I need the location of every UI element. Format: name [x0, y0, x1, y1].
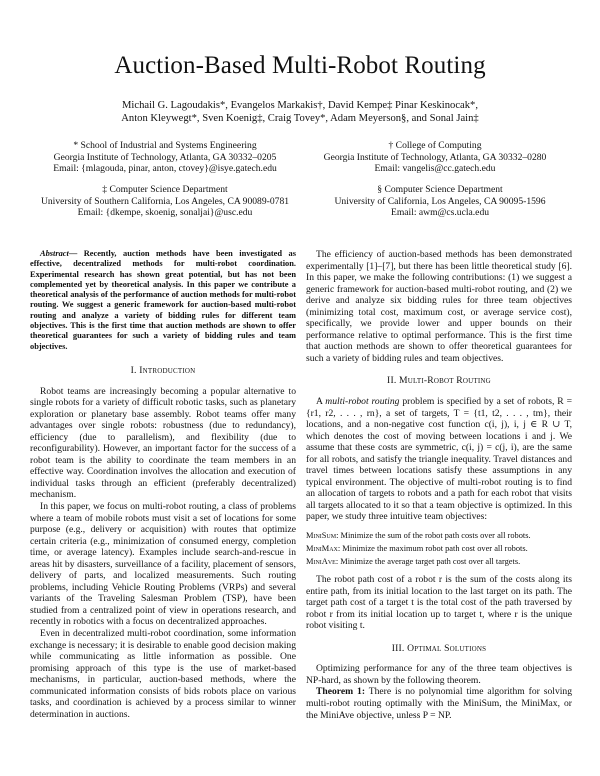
objective-minisum — [306, 529, 572, 542]
theorem-text: There is no polynomial time algorithm for solving multi-robot routing optimally with the MiniSum, the MiniMax, or the MiniAve objective, unless P = NP. — [306, 686, 572, 721]
affiliation-address: University of Southern California, Los Angeles, CA 90089-0781 — [40, 195, 290, 207]
routing-paragraph-2: The robot path cost of a robot r is the sum of the costs along its entire path, from its initial location to the last target on its path. The target path cost of a target t is the total cost of the path traversed by robot r from its initial location up to target t, where r is the unique robot visiting t. — [306, 574, 572, 632]
intro-paragraph-1: Robot teams are increasingly becoming a popular alternative to single robots for a variety of difficult robotic tasks, such as planetary exploration or planetary base assembly. Robot teams offer many advantages over single robots: robustness (due to redundancy), efficiency (due to parallelism), and flexibility (due to reconfigurability). However, an important factor for the success of a robot team is the ability to coordinate the team members in an effective way. Coordination involves the allocation and execution of individual tasks through an efficient (preferably decentralized) mechanism. — [30, 385, 296, 501]
author-list — [0, 99, 600, 125]
objective-name: MiniAve — [306, 557, 336, 567]
right-column — [306, 249, 572, 721]
author-line-1: Michail G. Lagoudakis*, Evangelos Markakis†, David Kempe‡ Pinar Keskinocak*, — [122, 100, 478, 111]
abstract-text: — Recently, auction methods have been investigated as effective, decentralized methods for multi-robot coordination. Experimental research has shown great potential, but has not been complemented yet by theoretical analysis. In this paper we contribute a theoretical analysis of the performance of auction methods for multi-robot routing. We suggest a generic framework for auction-based multi-robot routing and analyze a variety of bidding rules for different team objectives. This is the first time that auction methods are shown to offer theoretical guarantees for such a variety of bidding rules and team objectives. — [30, 249, 296, 351]
left-column — [30, 249, 296, 720]
optimal-paragraph: Optimizing performance for any of the three team objectives is NP-hard, as shown by the following theorem. — [306, 663, 572, 686]
objective-name: MiniSum — [306, 531, 337, 541]
abstract — [30, 249, 296, 352]
section-heading-introduction: I. Introduction — [130, 364, 196, 376]
affiliation-dept: ‡ Computer Science Department — [102, 184, 228, 195]
section-heading-optimal-solutions: III. Optimal Solutions — [391, 642, 487, 654]
affiliation-email: Email: {mlagouda, pinar, anton, ctovey}@isye.gatech.edu — [53, 163, 277, 175]
objective-list — [306, 529, 572, 568]
routing-text-b: problem is specified by a set of robots, R = {r1, r2, . . . , rn}, a set of targets, T = {t1, t2, . . . , tm}, their locations, and a non-negative cost function c(i, j), i, j ∈ R ∪ T, which denotes the cost of moving between locations i and j. We assume that these costs are symmetric, c(i, j) = c(j, i), are the same for all robots, and satisfy the triangle inequality. Travel distances and travel times between locations satisfy these assumptions in any typical environment. The objective of multi-robot routing is to find an allocation of targets to robots and a path for each robot that visits all targets allocated to it so that a team objective is optimized. In this paper, we study three intuitive team objectives: — [306, 396, 572, 523]
affiliation-usc — [22, 184, 308, 219]
contributions-paragraph: The efficiency of auction-based methods has been demonstrated experimentally [1]–[7], but there has been little theoretical study [6]. In this paper, we make the following contributions: (1) we suggest a generic framework for auction-based multi-robot routing, and (2) we derive and analyze six bidding rules for three team objectives (minimizing total cost, maximum cost, or average service cost), specifically, we provide lower and upper bounds on their performance relative to optimal performance. This is the first time that auction methods are shown to offer theoretical guarantees for such a variety of bidding rules and team objectives. — [306, 249, 572, 364]
affiliation-address: University of California, Los Angeles, CA 90095-1596 — [334, 195, 546, 207]
routing-text-a: A — [316, 396, 326, 408]
author-line-2: Anton Kleywegt*, Sven Koenig‡, Craig Tovey*, Adam Meyerson§, and Sonal Jain‡ — [121, 113, 479, 125]
objective-minimax — [306, 542, 572, 555]
theorem-1 — [306, 686, 572, 721]
affiliation-address: Georgia Institute of Technology, Atlanta, GA 30332–0280 — [323, 151, 547, 163]
affiliation-dept: * School of Industrial and Systems Engineering — [73, 140, 257, 151]
affiliation-dept: § Computer Science Department — [377, 184, 503, 195]
objective-desc: : Minimize the sum of the robot path costs over all robots. — [336, 531, 531, 541]
paper-title: Auction-Based Multi-Robot Routing — [114, 52, 486, 79]
objective-desc: : Minimize the maximum robot path cost over all robots. — [337, 544, 528, 554]
abstract-lead: Abstract — [40, 249, 69, 258]
affiliation-georgia-tech-cc — [300, 140, 570, 175]
routing-paragraph-1 — [306, 396, 572, 523]
affiliation-dept: † College of Computing — [388, 140, 482, 151]
objective-desc: : Minimize the average target path cost over all targets. — [335, 557, 521, 567]
theorem-label: Theorem 1: — [316, 686, 366, 698]
affiliation-email: Email: {dkempe, skoenig, sonaljai}@usc.edu — [77, 207, 253, 219]
affiliation-ucla — [308, 184, 572, 219]
intro-paragraph-3: Even in decentralized multi-robot coordination, some information exchange is necessary; it is desirable to enable good decision making while communicating as little information as possible. One promising approach of this type is the use of market-based mechanisms, in particular, auction-based methods, where the communicated information consists of bids robots place on various tasks, and coordination is achieved by a process similar to winner determination in auctions. — [30, 628, 296, 720]
affiliation-georgia-tech-isye — [30, 140, 300, 175]
intro-paragraph-2: In this paper, we focus on multi-robot routing, a class of problems where a team of mobile robots must visit a set of locations for some purpose (e.g., delivery or acquisition) with routes that optimize certain criteria (e.g., minimization of consumed energy, completion time, or average latency). Examples include search-and-rescue in areas hit by disasters, surveillance of a facility, placement of sensors, delivery of parts, and localized measurements. Such routing problems, including Vehicle Routing Problems (VRPs) and several variants of the Traveling Salesman Problem (TSP), have been studied from a centralized point of view in operations research, and recently in robotics with a focus on decentralized approaches. — [30, 500, 296, 628]
routing-term: multi-robot routing — [325, 396, 400, 408]
objective-name: MiniMax — [306, 544, 338, 554]
affiliation-address: Georgia Institute of Technology, Atlanta, GA 30332–0205 — [53, 151, 277, 163]
section-heading-multi-robot-routing: II. Multi-Robot Routing — [387, 375, 491, 387]
objective-miniave — [306, 555, 572, 568]
affiliation-email: Email: awm@cs.ucla.edu — [390, 207, 490, 219]
affiliation-email: Email: vangelis@cc.gatech.edu — [374, 163, 496, 175]
